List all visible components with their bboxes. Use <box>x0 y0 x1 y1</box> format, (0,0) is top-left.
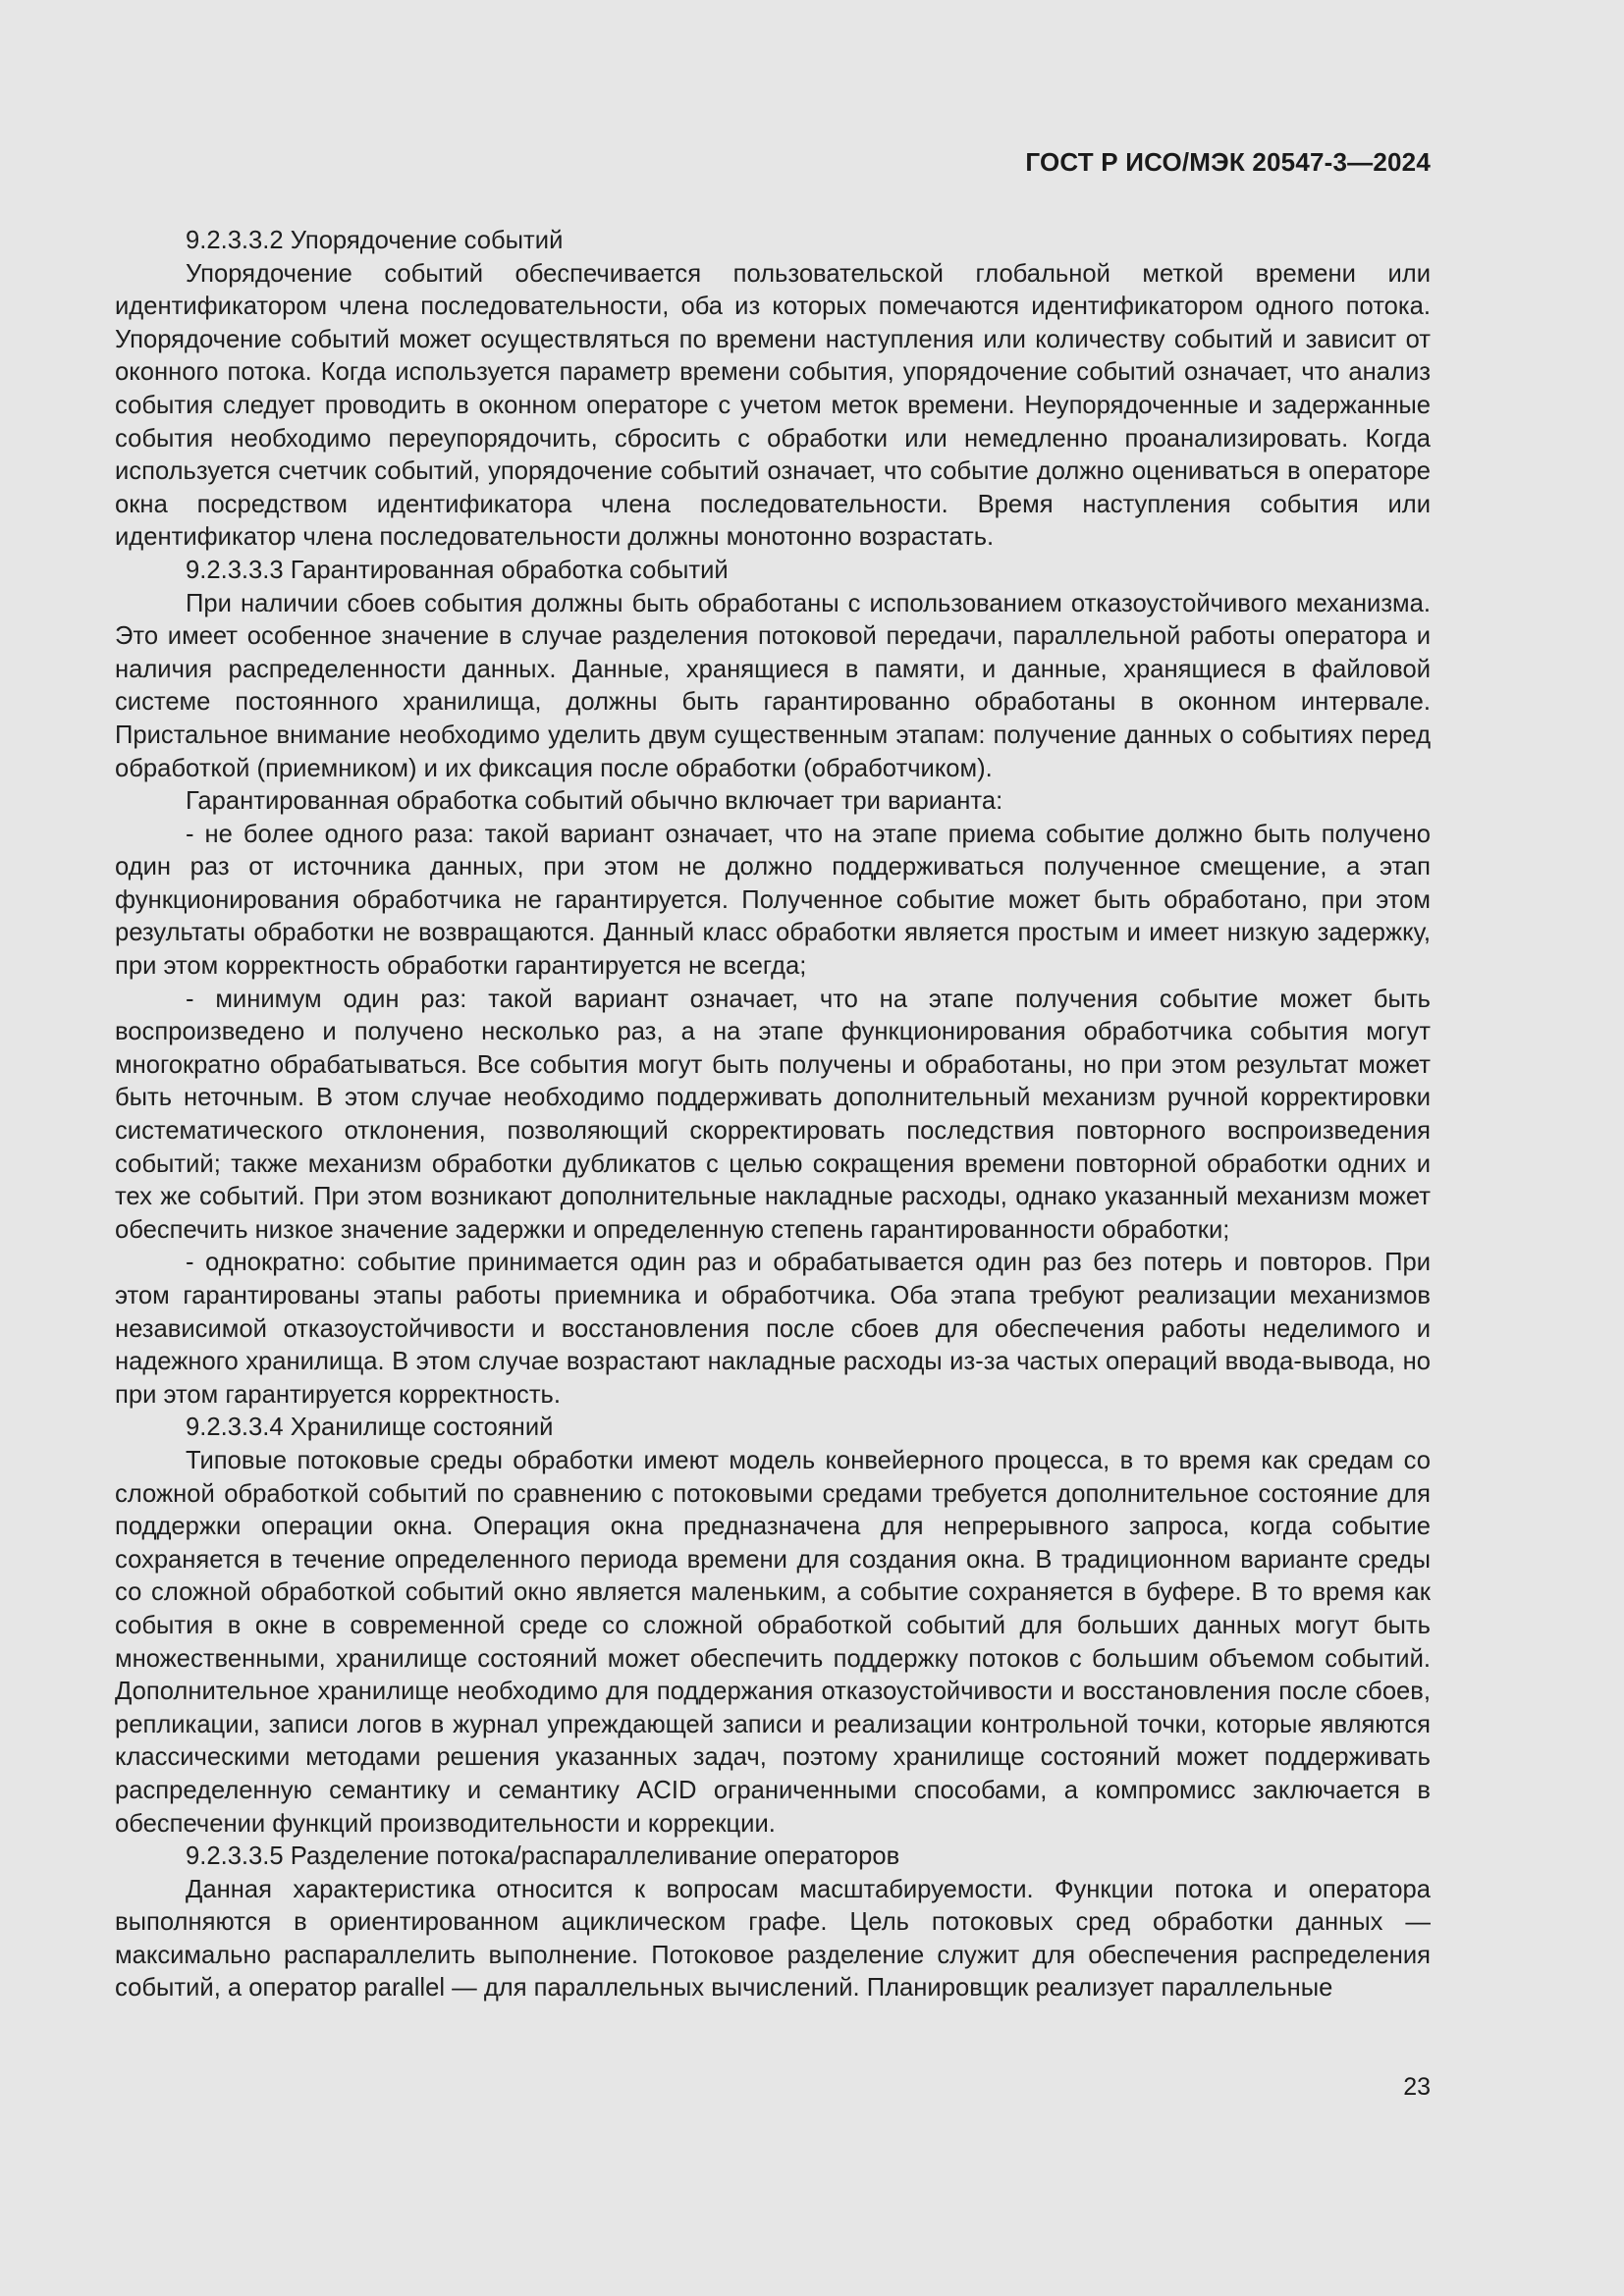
body-paragraph: - минимум один раз: такой вариант означает, что на этапе получения событие может быть воспроизведено и получено несколько раз, а на этапе функционирования обработчика события могут многократно обрабатываться. Все события могут быть получены и обработаны, но при этом результат может быть неточным. В этом случае необходимо поддерживать дополнительный механизм ручной корректировки систематического отклонения, позволяющий скорректировать последствия повторного воспроизведения событий; также механизм обработки дубликатов с целью сокращения времени повторной обработки одних и тех же событий. При этом возникают дополнительные накладные расходы, однако указанный механизм может обеспечить низкое значение задержки и определенную степень гарантированности обработки; <box>115 985 1431 1244</box>
section-heading: 9.2.3.3.4 Хранилище состояний <box>186 1414 554 1442</box>
body-paragraph: Данная характеристика относится к вопросам масштабируемости. Функции потока и оператора выполняются в ориентированном ациклическом графе. Цель потоковых сред обработки данных — максимально распараллелить выполнение. Потоковое разделение служит для обеспечения распределения событий, а оператор parallel — для параллельных вычислений. Планировщик реализует параллельные <box>115 1875 1431 2002</box>
body-paragraph: - не более одного раза: такой вариант означает, что на этапе приема событие должно быть получено один раз от источника данных, при этом не должно поддерживаться полученное смещение, а этап функционирования обработчика не гарантируется. Полученное событие может быть обработано, при этом результаты обработки не возвращаются. Данный класс обработки является простым и имеет низкую задержку, при этом корректность обработки гарантируется не всегда; <box>115 820 1431 981</box>
body-paragraph: - однократно: событие принимается один раз и обрабатывается один раз без потерь и повторов. При этом гарантированы этапы работы приемника и обработчика. Оба этапа требуют реализации механизмов независимой отказоустойчивости и восстановления после сбоев для обеспечения работы неделимого и надежного хранилища. В этом случае возрастают накладные расходы из-за частых операций ввода-вывода, но при этом гарантируется корректность. <box>115 1249 1431 1409</box>
body-paragraph: Гарантированная обработка событий обычно включает три варианта: <box>186 787 1003 816</box>
document-body <box>115 225 1431 2005</box>
section-heading: 9.2.3.3.2 Упорядочение событий <box>186 227 564 254</box>
body-paragraph: Типовые потоковые среды обработки имеют модель конвейерного процесса, в то время как средам со сложной обработкой событий по сравнению с потоковыми средами требуется дополнительное состояние для поддержки операции окна. Операция окна предназначена для непрерывного запроса, когда событие сохраняется в течение определенного периода времени для создания окна. В традиционном варианте среды со сложной обработкой событий окно является маленьким, а событие сохраняется в буфере. В то время как события в окне в современной среде со сложной обработкой событий для больших данных могут быть множественными, хранилище состояний может обеспечить поддержку потоков с большим объемом событий. Дополнительное хранилище необходимо для поддержания отказоустойчивости и восстановления после сбоев, репликации, записи логов в журнал упреждающей записи и реализации контрольной точки, которые являются классическими методами решения указанных задач, поэтому хранилище состояний может поддерживать распределенную семантику и семантику ACID ограниченными способами, а компромисс заключается в обеспечении функций производительности и коррекции. <box>115 1446 1431 1838</box>
standard-number: ГОСТ Р ИСО/МЭК 20547-3—2024 <box>1025 147 1431 177</box>
section-heading: 9.2.3.3.3 Гарантированная обработка событий <box>186 556 729 584</box>
page-number: 23 <box>1403 2073 1431 2101</box>
section-heading: 9.2.3.3.5 Разделение потока/распараллеливание операторов <box>186 1842 900 1871</box>
body-paragraph: Упорядочение событий обеспечивается пользовательской глобальной меткой времени или идентификатором члена последовательности, оба из которых помечаются идентификатором одного потока. Упорядочение событий может осуществляться по времени наступления или количеству событий и зависит от оконного потока. Когда используется параметр времени события, упорядочение событий означает, что анализ события следует проводить в оконном операторе с учетом меток времени. Неупорядоченные и задержанные события необходимо переупорядочить, сбросить с обработки или немедленно проанализировать. Когда используется счетчик событий, упорядочение событий означает, что событие должно оцениваться в операторе окна посредством идентификатора члена последовательности. Время наступления события или идентификатор члена последовательности должны монотонно возрастать. <box>115 259 1431 552</box>
body-paragraph: При наличии сбоев события должны быть обработаны с использованием отказоустойчивого механизма. Это имеет особенное значение в случае разделения потоковой передачи, параллельной работы оператора и наличия распределенности данных. Данные, хранящиеся в памяти, и данные, хранящиеся в файловой системе постоянного хранилища, должны быть гарантированно обработаны в оконном интервале. Пристальное внимание необходимо уделить двум существенным этапам: получение данных о событиях перед обработкой (приемником) и их фиксация после обработки (обработчиком). <box>115 589 1431 782</box>
